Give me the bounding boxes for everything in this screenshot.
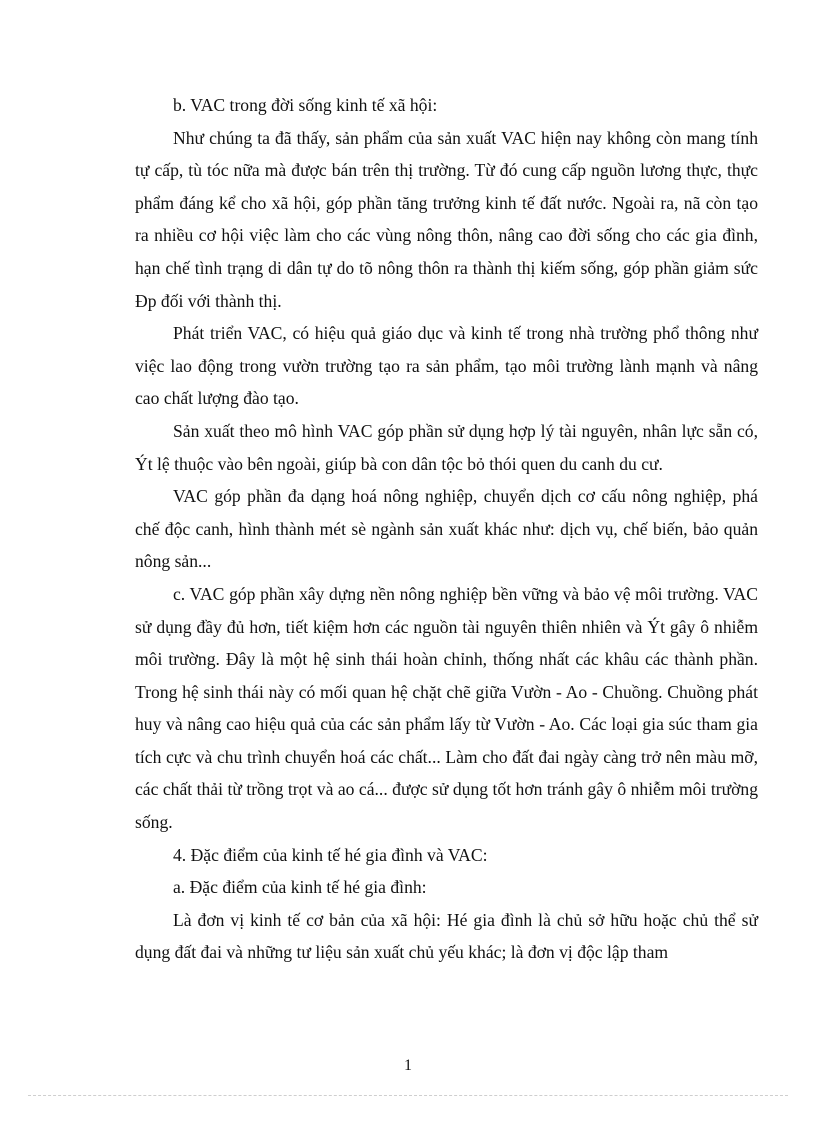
paragraph-household-unit: Là đơn vị kinh tế cơ bản của xã hội: Hé gia đình là chủ sở hữu hoặc chủ thể sử dụng đất đai và những tư liệu sản xuất chủ yếu khác; là đơn vị độc lập tham [135,909,758,963]
heading-subsection-a: a. Đặc điểm của kinh tế hé gia đình: [173,877,427,898]
body-text [135,89,758,969]
page-number: 1 [404,1057,412,1074]
paragraph-school-education: Phát triển VAC, có hiệu quả giáo dục và kinh tế trong nhà trường phổ thông như việc lao động trong vườn trường tạo ra sản phẩm, tạo môi trường lành mạnh và nâng cao chất lượng đào tạo. [135,323,758,409]
heading-section-4: 4. Đặc điểm của kinh tế hé gia đình và VAC: [173,844,488,865]
footer-divider [28,1095,788,1096]
paragraph-market-products: Như chúng ta đã thấy, sản phẩm của sản xuất VAC hiện nay không còn mang tính tự cấp, tù tóc nữa mà được bán trên thị trường. Từ đó cung cấp nguồn lương thực, thực phẩm đáng kể cho xã hội, góp phần tăng trưởng kinh tế đất nước. Ngoài ra, nã còn tạo ra nhiều cơ hội việc làm cho các vùng nông thôn, nâng cao đời sống cho các gia đình, hạn chế tình trạng di dân tự do tõ nông thôn ra thành thị kiếm sống, góp phần giảm sức Ðp đối với thành thị. [135,127,758,311]
paragraph-resource-use: Sản xuất theo mô hình VAC góp phần sử dụng hợp lý tài nguyên, nhân lực sẵn có, Ýt lệ thuộc vào bên ngoài, giúp bà con dân tộc bỏ thói quen du canh du cư. [135,420,758,474]
paragraph-diversification: VAC góp phần đa dạng hoá nông nghiệp, chuyển dịch cơ cấu nông nghiệp, phá chế độc canh, hình thành mét sè ngành sản xuất khác như: dịch vụ, chế biến, bảo quản nông sản... [135,486,758,572]
paragraph-sustainable-agriculture: c. VAC góp phần xây dựng nền nông nghiệp bền vững và bảo vệ môi trường. VAC sử dụng đầy đủ hơn, tiết kiệm hơn các nguồn tài nguyên thiên nhiên và Ýt gây ô nhiễm môi trường. Đây là một hệ sinh thái hoàn chỉnh, thống nhất các khâu các thành phần. Trong hệ sinh thái này có mối quan hệ chặt chẽ giữa Vườn - Ao - Chuồng. Chuồng phát huy và nâng cao hiệu quả của các sản phẩm lấy từ Vườn - Ao. Các loại gia súc tham gia tích cực và chu trình chuyển hoá các chất... Làm cho đất đai ngày càng trở nên màu mỡ, các chất thải từ trồng trọt và ao cá... được sử dụng tốt hơn tránh gây ô nhiễm môi trường sống. [135,583,758,833]
heading-vac-economic-life: b. VAC trong đời sống kinh tế xã hội: [173,95,438,115]
